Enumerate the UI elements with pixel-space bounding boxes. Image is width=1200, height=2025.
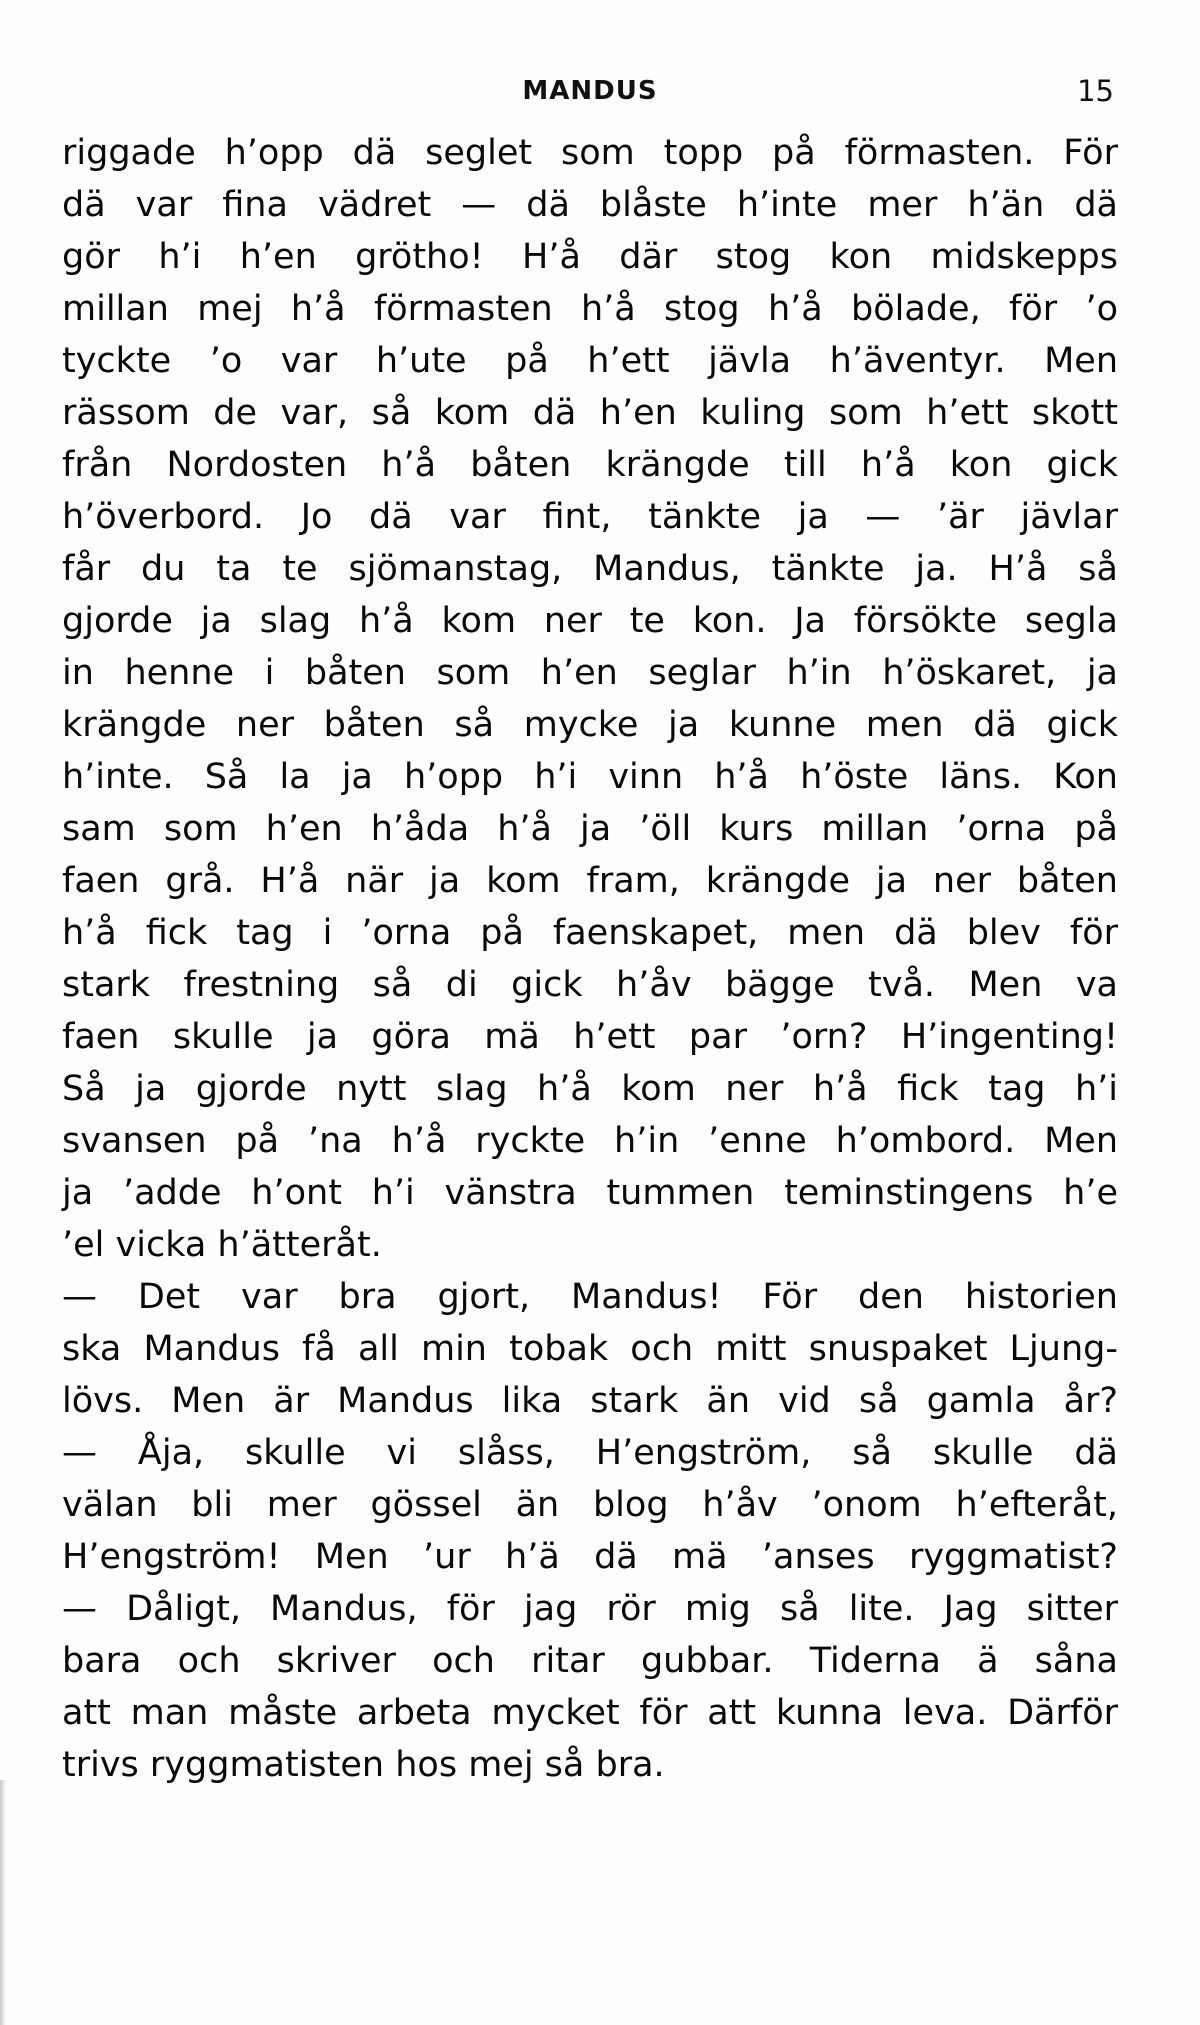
text-line: från Nordosten h’å båten krängde till h’å kon gick [62, 445, 1118, 485]
text-line: gör h’i h’en grötho! H’å där stog kon midskepps [62, 237, 1118, 277]
text-line: gjorde ja slag h’å kom ner te kon. Ja försökte segla [62, 601, 1118, 641]
text-line: millan mej h’å förmasten h’å stog h’å bölade, för ’o [62, 289, 1118, 329]
text-line: stark frestning så di gick h’åv bägge två. Men va [62, 965, 1118, 1005]
text-line: h’inte. Så la ja h’opp h’i vinn h’å h’öste läns. Kon [62, 757, 1118, 797]
text-line: krängde ner båten så mycke ja kunne men dä gick [62, 705, 1118, 745]
body-text [62, 127, 1118, 1791]
page-header [62, 72, 1118, 112]
running-title: MANDUS [522, 76, 658, 106]
text-line: lövs. Men är Mandus lika stark än vid så gamla år? [62, 1381, 1118, 1421]
text-line: ska Mandus få all min tobak och mitt snuspaket Ljung- [62, 1329, 1118, 1369]
text-line: bara och skriver och ritar gubbar. Tiderna ä såna [62, 1641, 1118, 1681]
text-line: tyckte ’o var h’ute på h’ett jävla h’äventyr. Men [62, 341, 1118, 381]
text-line: att man måste arbeta mycket för att kunna leva. Därför [62, 1693, 1118, 1733]
text-line: trivs ryggmatisten hos mej så bra. [62, 1745, 665, 1785]
scan-edge-shadow [0, 1780, 6, 2025]
text-line: får du ta te sjömanstag, Mandus, tänkte ja. H’å så [62, 549, 1118, 589]
text-line: faen skulle ja göra mä h’ett par ’orn? H’ingenting! [62, 1017, 1118, 1057]
text-line: in henne i båten som h’en seglar h’in h’öskaret, ja [62, 653, 1118, 693]
text-line: h’överbord. Jo dä var fint, tänkte ja — ’är jävlar [62, 497, 1118, 537]
text-line: svansen på ’na h’å ryckte h’in ’enne h’ombord. Men [62, 1121, 1118, 1161]
text-line: faen grå. H’å när ja kom fram, krängde ja ner båten [62, 861, 1118, 901]
text-line: dä var fina vädret — dä blåste h’inte mer h’än dä [62, 185, 1118, 225]
text-line: — Dåligt, Mandus, för jag rör mig så lite. Jag sitter [62, 1589, 1118, 1629]
text-line: välan bli mer gössel än blog h’åv ’onom h’efteråt, [62, 1485, 1118, 1525]
text-line: H’engström! Men ’ur h’ä dä mä ’anses ryggmatist? [62, 1537, 1118, 1577]
text-line: riggade h’opp dä seglet som topp på förmasten. För [62, 133, 1118, 173]
text-line: rässom de var, så kom dä h’en kuling som h’ett skott [62, 393, 1118, 433]
text-line: ja ’adde h’ont h’i vänstra tummen teminstingens h’e [62, 1173, 1118, 1213]
text-line: — Det var bra gjort, Mandus! För den historien [62, 1277, 1118, 1317]
text-line: Så ja gjorde nytt slag h’å kom ner h’å fick tag h’i [62, 1069, 1118, 1109]
text-line: sam som h’en h’åda h’å ja ’öll kurs millan ’orna på [62, 809, 1118, 849]
text-line: ’el vicka h’ätteråt. [62, 1225, 382, 1265]
page-number: 15 [1077, 74, 1114, 108]
text-line: h’å fick tag i ’orna på faenskapet, men dä blev för [62, 913, 1118, 953]
text-line: — Åja, skulle vi slåss, H’engström, så skulle dä [62, 1433, 1118, 1473]
